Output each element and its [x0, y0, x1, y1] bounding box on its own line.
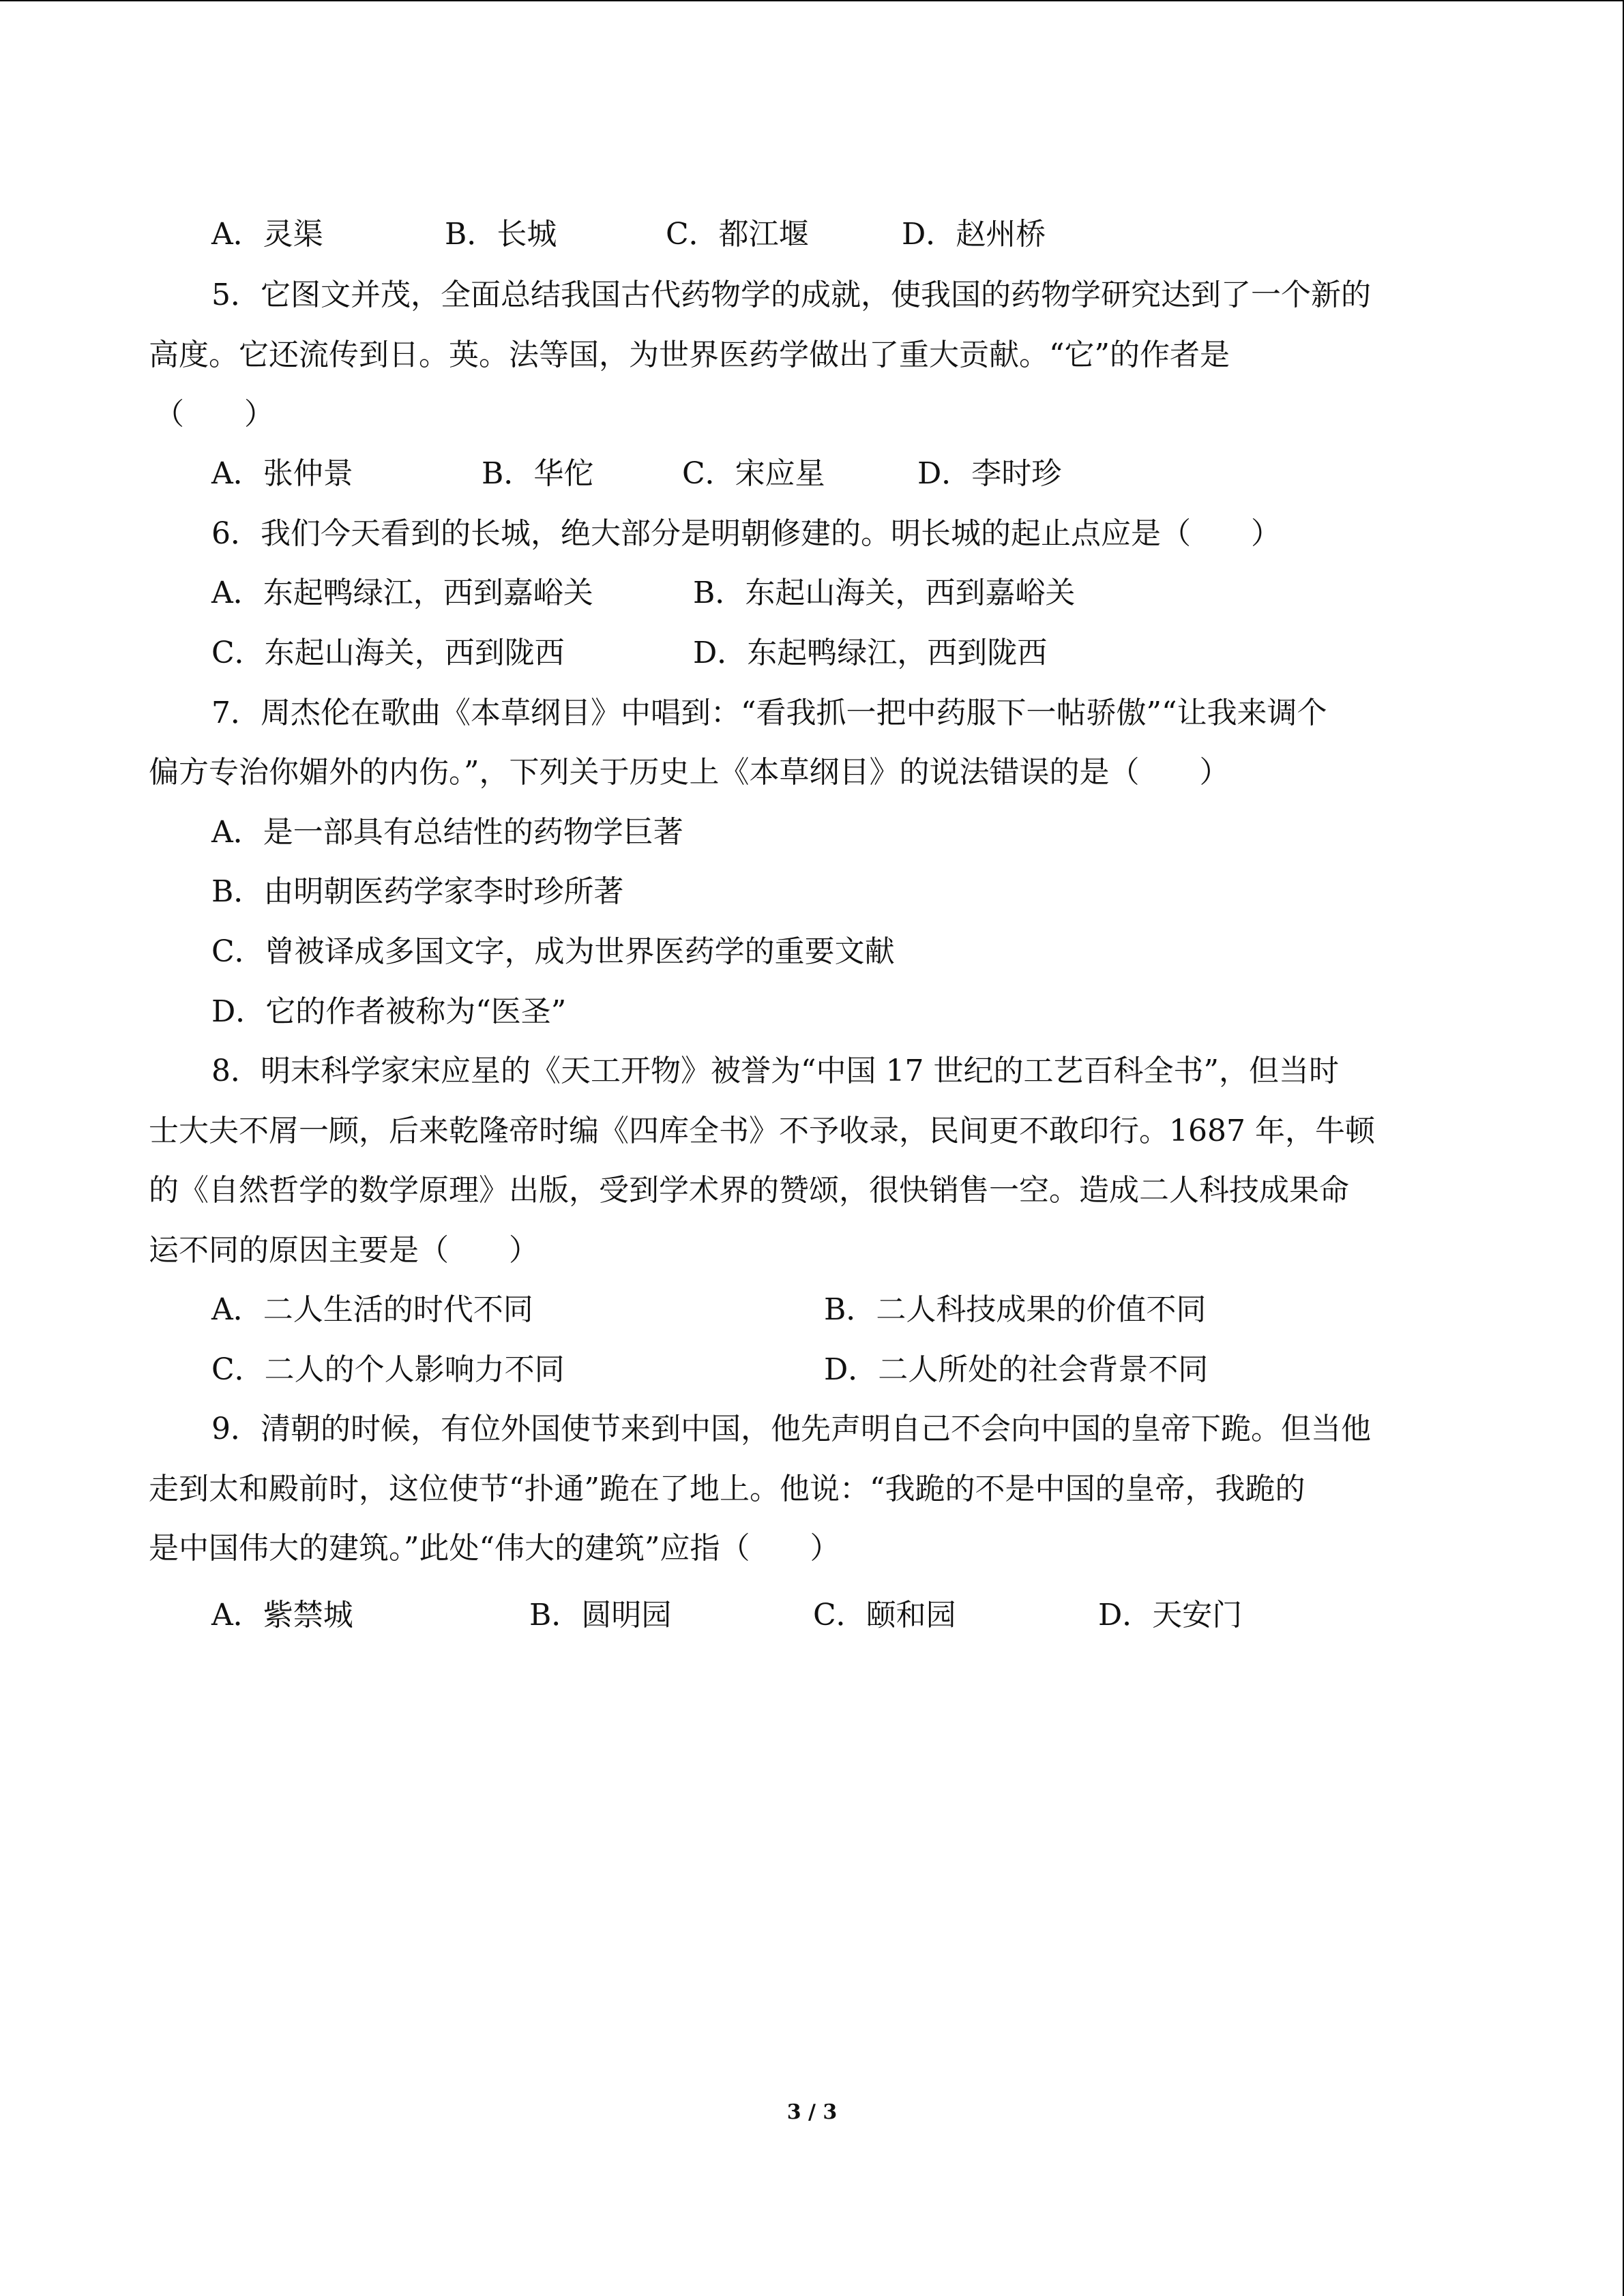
q6-option-c: C．东起山海关，西到陇西 [211, 636, 565, 670]
q8-option-d: D．二人所处的社会背景不同 [824, 1352, 1209, 1387]
q4-option-b: B．长城 [445, 217, 557, 252]
q6-option-b: B．东起山海关，西到嘉峪关 [693, 576, 1076, 610]
q4-option-d: D．赵州桥 [902, 217, 1046, 252]
q8-option-c: C．二人的个人影响力不同 [211, 1352, 565, 1387]
q5-stem-line-1: 5．它图文并茂，全面总结我国古代药物学的成就，使我国的药物学研究达到了一个新的 [211, 278, 1371, 312]
q8-stem-line-3: 的《自然哲学的数学原理》出版，受到学术界的赞颂，很快销售一空。造成二人科技成果命 [149, 1173, 1349, 1208]
q7-stem-line-1: 7．周杰伦在歌曲《本草纲目》中唱到：“看我抓一把中药服下一帖骄傲”“让我来调个 [211, 696, 1327, 730]
q7-option-b: B．由明朝医药学家李时珍所著 [211, 874, 624, 909]
q8-stem-line-2: 士大夫不屑一顾，后来乾隆帝时编《四库全书》不予收录，民间更不敢印行。1687 年，牛顿 [149, 1114, 1375, 1148]
q6-stem-line-1: 6．我们今天看到的长城，绝大部分是明朝修建的。明长城的起止点应是（ ） [211, 516, 1281, 551]
q8-option-a: A．二人生活的时代不同 [211, 1292, 533, 1327]
q9-option-d: D．天安门 [1098, 1598, 1243, 1632]
q9-option-b: B．圆明园 [529, 1598, 672, 1632]
q5-option-c: C．宋应星 [682, 456, 825, 491]
q9-stem-line-2: 走到太和殿前时，这位使节“扑通”跪在了地上。他说：“我跪的不是中国的皇帝，我跪的 [149, 1472, 1305, 1506]
q7-option-a: A．是一部具有总结性的药物学巨著 [211, 815, 683, 850]
q7-stem-line-2: 偏方专治你媚外的内伤。”，下列关于历史上《本草纲目》的说法错误的是（ ） [149, 755, 1230, 790]
q9-stem-line-1: 9．清朝的时候，有位外国使节来到中国，他先声明自己不会向中国的皇帝下跪。但当他 [211, 1412, 1371, 1446]
q5-option-a: A．张仲景 [211, 456, 353, 491]
q7-option-d: D．它的作者被称为“医圣” [211, 994, 567, 1029]
q4-option-c: C．都江堰 [666, 217, 809, 252]
q5-answer-bracket: （ ） [154, 397, 274, 432]
q9-option-c: C．颐和园 [813, 1598, 956, 1632]
q9-stem-line-3: 是中国伟大的建筑。”此处“伟大的建筑”应指（ ） [149, 1531, 840, 1566]
q8-option-b: B．二人科技成果的价值不同 [824, 1292, 1207, 1327]
q5-option-d: D．李时珍 [917, 456, 1062, 491]
q9-option-a: A．紫禁城 [211, 1598, 353, 1632]
q5-stem-line-2: 高度。它还流传到日。英。法等国，为世界医药学做出了重大贡献。“它”的作者是 [149, 338, 1230, 372]
q8-stem-line-4: 运不同的原因主要是（ ） [149, 1233, 539, 1268]
q7-option-c: C．曾被译成多国文字，成为世界医药学的重要文献 [211, 934, 895, 969]
q4-option-a: A．灵渠 [211, 217, 323, 252]
q6-option-a: A．东起鸭绿江，西到嘉峪关 [211, 576, 593, 610]
q5-option-b: B．华佗 [482, 456, 594, 491]
page-border-top [0, 0, 1624, 1]
page-number: 3 / 3 [786, 2100, 838, 2124]
q8-stem-line-1: 8．明末科学家宋应星的《天工开物》被誉为“中国 17 世纪的工艺百科全书”，但当时 [211, 1054, 1339, 1088]
q6-option-d: D．东起鸭绿江，西到陇西 [693, 636, 1048, 670]
